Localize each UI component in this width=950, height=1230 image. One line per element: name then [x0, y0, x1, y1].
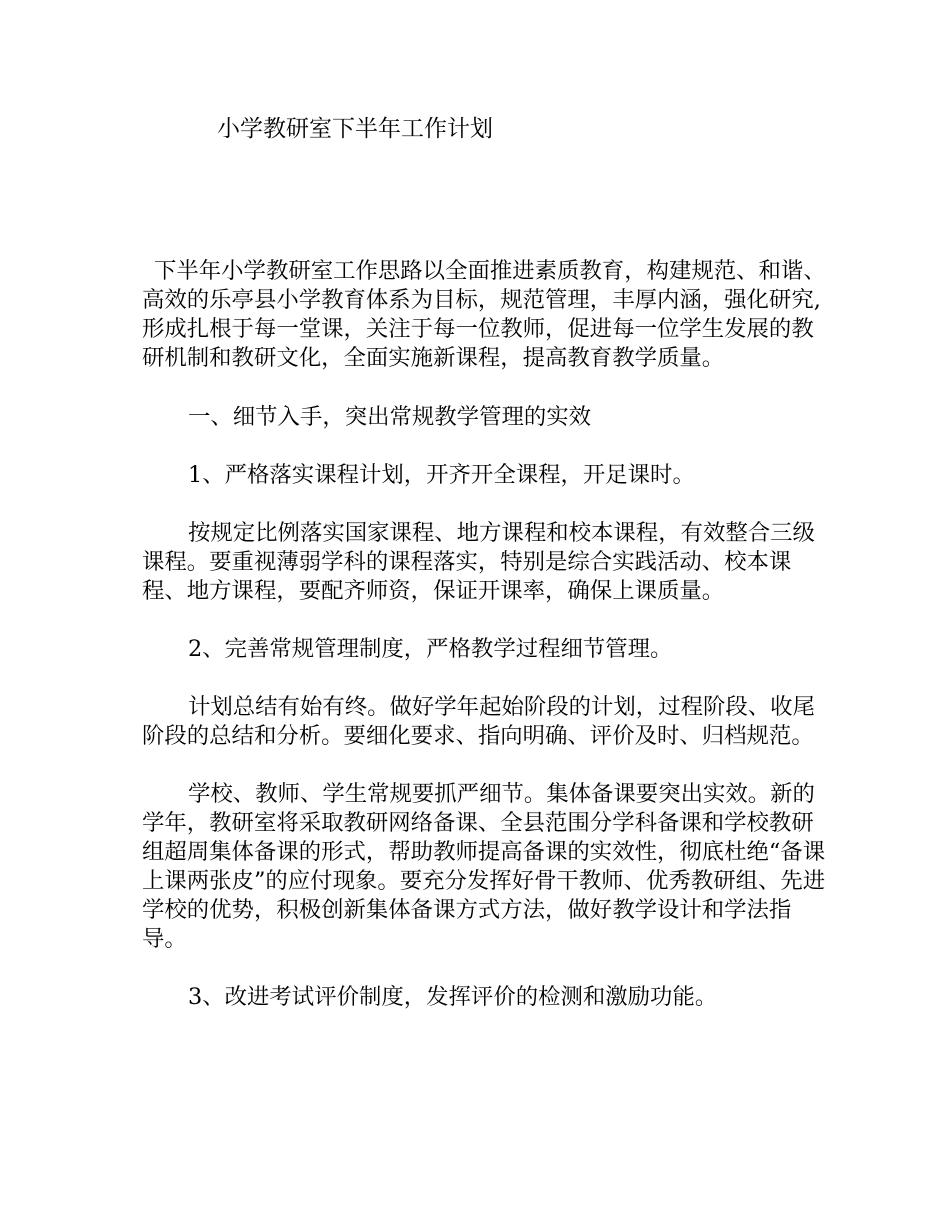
subheading-3: 3、改进考试评价制度，发挥评价的检测和激励功能。 — [188, 984, 718, 1010]
subheading-2: 2、完善常规管理制度，严格教学过程细节管理。 — [188, 636, 673, 662]
section-heading-1: 一、细节入手，突出常规教学管理的实效 — [188, 404, 592, 430]
document-title: 小学教研室下半年工作计划 — [217, 116, 493, 142]
paragraph-intro: 下半年小学教研室工作思路以全面推进素质教育，构建规范、和谐、高效的乐亭县小学教育体系为目标，规范管理，丰厚内涵，强化研究,形成扎根于每一堂课，关注于每一位教师，促进每一位学生发展的教研机制和教研文化，全面实施新课程，提高教育教学质量。 — [142, 258, 826, 371]
paragraph-curriculum: 按规定比例落实国家课程、地方课程和校本课程，有效整合三级课程。要重视薄弱学科的课程落实，特别是综合实践活动、校本课程、地方课程，要配齐师资，保证开课率，确保上课质量。 — [142, 520, 815, 604]
subheading-1: 1、严格落实课程计划，开齐开全课程，开足课时。 — [188, 462, 695, 488]
paragraph-plan-summary: 计划总结有始有终。做好学年起始阶段的计划，过程阶段、收尾阶段的总结和分析。要细化要求、指向明确、评价及时、归档规范。 — [142, 694, 815, 749]
paragraph-routines: 学校、教师、学生常规要抓严细节。集体备课要突出实效。新的学年，教研室将采取教研网络备课、全县范围分学科备课和学校教研组超周集体备课的形式，帮助教师提高备课的实效性，彻底杜绝“备课上课两张皮”的应付现象。要充分发挥好骨干教师、优秀教研组、先进学校的优势，积极创新集体备课方式方法，做好教学设计和学法指导。 — [142, 781, 826, 952]
document-body — [142, 257, 832, 1041]
